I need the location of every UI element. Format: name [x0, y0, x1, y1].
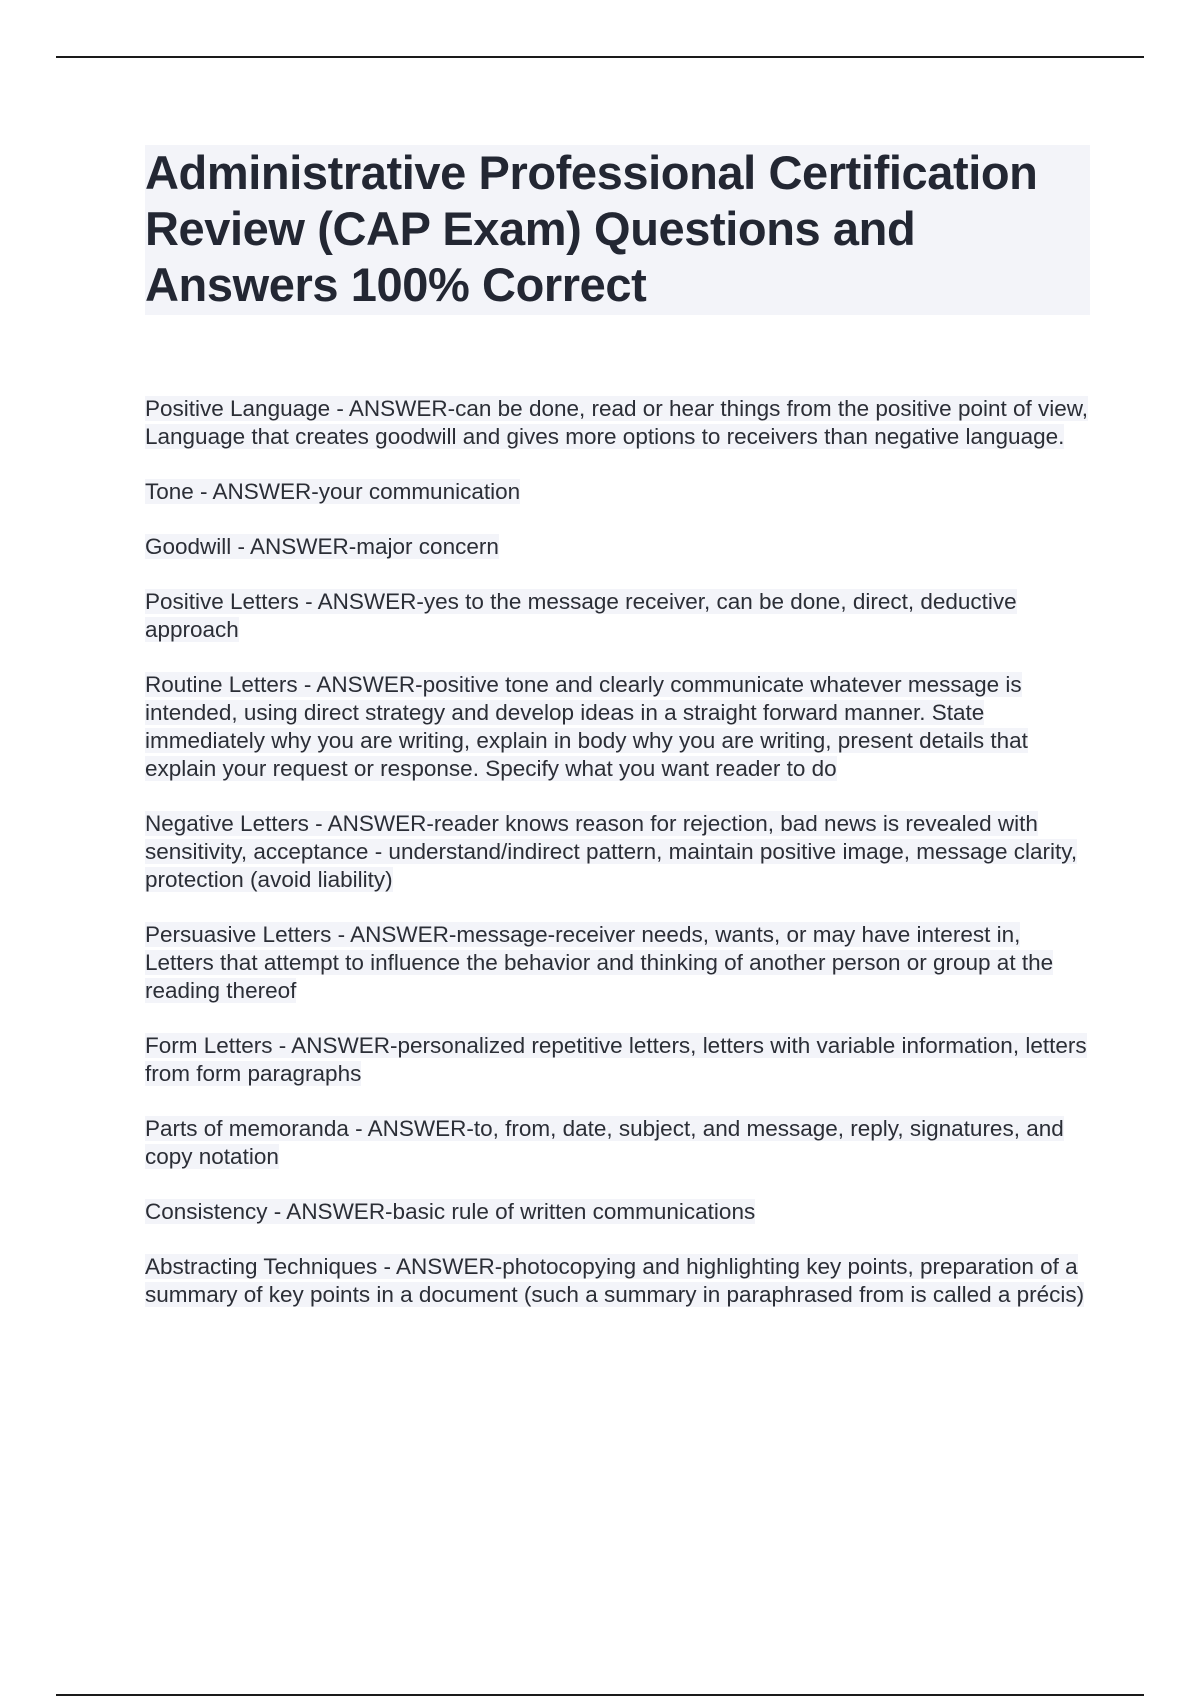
qa-entry: Positive Letters - ANSWER-yes to the message receiver, can be done, direct, deductive approach [145, 589, 1017, 642]
header-rule [56, 56, 1144, 58]
qa-entry: Abstracting Techniques - ANSWER-photocopying and highlighting key points, preparation of a summary of key points in a document (such a summary in paraphrased from is called a précis) [145, 1254, 1085, 1307]
qa-entry: Form Letters - ANSWER-personalized repetitive letters, letters with variable information, letters from form paragraphs [145, 1033, 1087, 1086]
qa-entry: Positive Language - ANSWER-can be done, read or hear things from the positive point of view, Language that creates goodwill and gives more options to receivers than negative language. [145, 396, 1089, 449]
qa-entry: Goodwill - ANSWER-major concern [145, 534, 499, 559]
qa-entry: Negative Letters - ANSWER-reader knows reason for rejection, bad news is revealed with sensitivity, acceptance - understand/indirect pattern, maintain positive image, message clarity, protection (avoid liability) [145, 811, 1078, 892]
qa-entry: Persuasive Letters - ANSWER-message-receiver needs, wants, or may have interest in, Letters that attempt to influence the behavior and thinking of another person or group at the reading thereof [145, 922, 1054, 1003]
qa-entry: Parts of memoranda - ANSWER-to, from, date, subject, and message, reply, signatures, and copy notation [145, 1116, 1064, 1169]
qa-entry: Routine Letters - ANSWER-positive tone and clearly communicate whatever message is intended, using direct strategy and develop ideas in a straight forward manner. State immediately why you are writing, explain in body why you are writing, present details that explain your request or response. Specify what you want reader to do [145, 672, 1028, 781]
qa-entry: Consistency - ANSWER-basic rule of written communications [145, 1199, 756, 1224]
qa-entry: Tone - ANSWER-your communication [145, 479, 521, 504]
qa-list [145, 395, 1090, 1336]
document-body [145, 145, 1090, 1307]
footer-rule [56, 1694, 1144, 1696]
document-title: Administrative Professional Certification Review (CAP Exam) Questions and Answers 100% Correct [145, 145, 1090, 315]
